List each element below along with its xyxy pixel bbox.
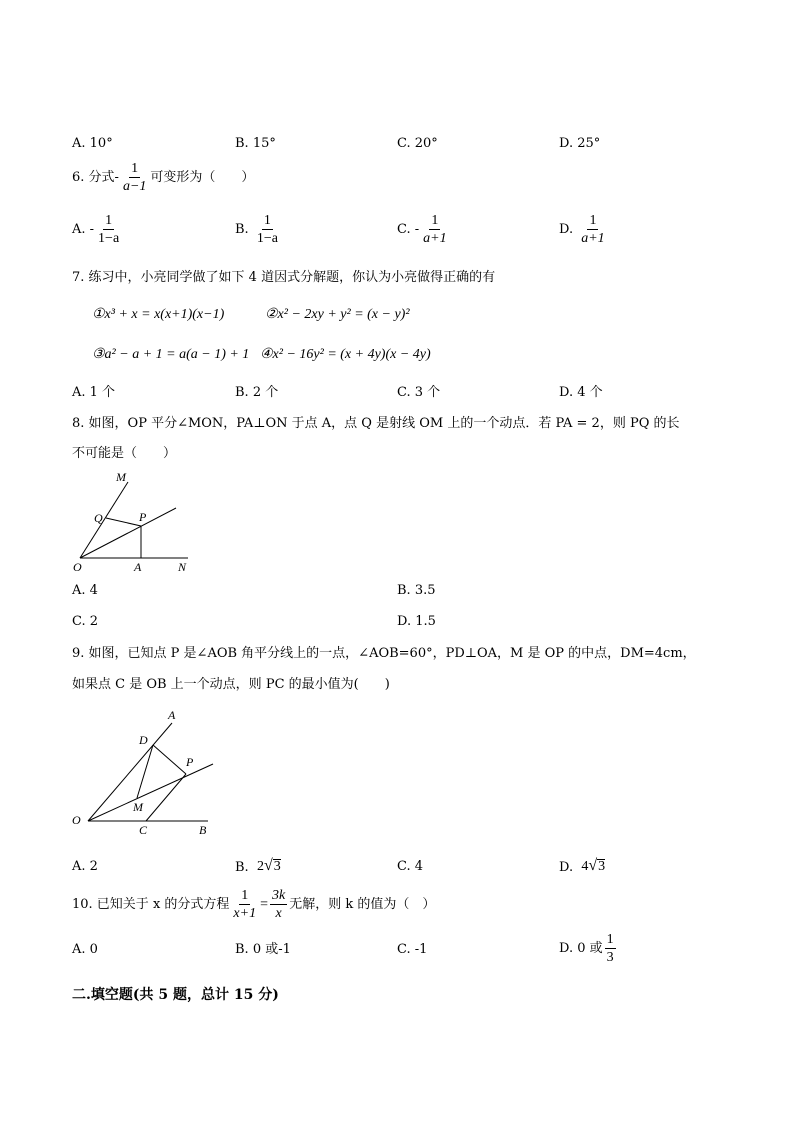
q6-frac-den: a−1 — [122, 179, 147, 195]
q6-option-b-frac — [255, 213, 280, 247]
q10-lhs-den: x+1 — [233, 906, 257, 922]
q8-option-b: B. 3.5 — [397, 583, 436, 598]
q9-option-b-radical-sign: √ — [263, 857, 273, 874]
q10-lhs-frac — [231, 888, 258, 922]
q6-stem — [72, 161, 254, 195]
q6-option-d — [559, 213, 609, 247]
q10-equals: = — [260, 896, 268, 912]
q6-option-c-den: a+1 — [423, 231, 447, 247]
q9-label-d: D — [139, 733, 148, 747]
q9-option-a: A. 2 — [72, 859, 98, 874]
q9-stem-line1: 9. 如图，已知点 P 是∠AOB 角平分线上的一点，∠AOB=60°，PD⊥OA，M 是 OP 的中点，DM=4cm， — [72, 646, 696, 661]
q6-number: 6. — [72, 170, 85, 186]
q9-option-b-radicand: 3 — [273, 859, 281, 874]
q10-suffix: 无解，则 k 的值为（ ） — [289, 897, 436, 913]
q6-option-a — [72, 213, 123, 247]
q9-segment-pd — [153, 745, 186, 774]
q9-label-p: P — [186, 755, 194, 769]
q8-option-d: D. 1.5 — [397, 614, 436, 629]
q5-option-c: C. 20° — [397, 136, 438, 151]
q9-option-d-radicand: 3 — [598, 859, 606, 874]
q6-option-b-den: 1−a — [256, 231, 278, 247]
q6-option-a-frac — [96, 213, 121, 247]
q6-option-b-label: B. — [235, 222, 249, 238]
q7-item-1: ①x³ + x = x(x+1)(x−1) — [92, 307, 225, 322]
q10-lhs-num: 1 — [239, 888, 250, 905]
q6-option-d-num: 1 — [587, 213, 598, 230]
q8-label-o: O — [73, 560, 82, 574]
q10-option-b: B. 0 或-1 — [235, 942, 291, 957]
q6-option-b — [235, 213, 282, 247]
q9-option-c: C. 4 — [397, 859, 424, 874]
q8-label-q: Q — [94, 511, 103, 525]
q10-option-d-frac — [605, 932, 616, 966]
q6-suffix: 可变形为（ ） — [150, 170, 255, 186]
q9-option-d — [559, 858, 605, 874]
q6-option-b-num: 1 — [262, 213, 273, 230]
q10-option-d-den: 3 — [606, 950, 614, 966]
q5-option-d: D. 25° — [559, 136, 601, 151]
q6-option-c-num: 1 — [429, 213, 440, 230]
section-title-fill-in: 二.填空题(共 5 题，总计 15 分) — [72, 987, 279, 1003]
q9-option-d-label: D. — [559, 860, 574, 875]
q8-option-c: C. 2 — [72, 614, 99, 629]
q6-option-c-label: C. - — [397, 222, 420, 238]
q9-option-b-coef: 2 — [256, 859, 264, 874]
q6-option-d-label: D. — [559, 222, 574, 238]
q6-frac-num: 1 — [129, 161, 140, 178]
q8-segment-pq — [106, 518, 141, 526]
q9-segment-dm — [137, 745, 153, 798]
q9-option-d-radical-sign: √ — [588, 857, 598, 874]
q9-option-b-label: B. — [235, 860, 249, 875]
q10-prefix: 10. 已知关于 x 的分式方程 — [72, 897, 230, 913]
q8-label-m: M — [116, 470, 126, 484]
q9-bisector-op — [88, 764, 213, 821]
q10-rhs-frac — [270, 888, 287, 922]
q10-option-a: A. 0 — [72, 942, 98, 957]
q5-option-b: B. 15° — [235, 136, 276, 151]
q10-stem — [72, 888, 435, 922]
q9-segment-pc — [146, 774, 186, 821]
q7-stem: 7. 练习中，小亮同学做了如下 4 道因式分解题，你认为小亮做得正确的有 — [72, 270, 496, 285]
q6-option-d-den: a+1 — [581, 231, 605, 247]
q9-label-o: O — [72, 813, 81, 827]
q8-figure — [68, 468, 198, 576]
q9-label-a: A — [168, 708, 176, 722]
q6-option-a-num: 1 — [103, 213, 114, 230]
q6-option-a-label: A. - — [72, 222, 95, 238]
q8-label-p: P — [139, 510, 147, 524]
q7-item-4: ④x² − 16y² = (x + 4y)(x − 4y) — [260, 347, 431, 362]
q6-fraction — [121, 161, 148, 195]
q6-option-d-frac — [579, 213, 606, 247]
q9-label-m: M — [133, 800, 143, 814]
q6-option-a-den: 1−a — [98, 231, 120, 247]
q10-option-d — [559, 932, 618, 966]
q7-option-b: B. 2 个 — [235, 385, 279, 400]
q9-stem-line2: 如果点 C 是 OB 上一个动点，则 PC 的最小值为( ) — [72, 677, 390, 692]
q9-ray-oa — [88, 723, 172, 821]
q10-option-d-num: 1 — [605, 932, 616, 949]
q5-option-a: A. 10° — [72, 136, 113, 151]
q9-option-b — [235, 858, 281, 874]
q7-item-2: ②x² − 2xy + y² = (x − y)² — [265, 307, 410, 322]
q8-label-n: N — [178, 560, 187, 574]
q10-option-d-label: D. 0 或 — [559, 941, 603, 957]
q9-figure — [68, 704, 218, 840]
q9-label-c: C — [139, 823, 148, 837]
q6-prefix: 分式- — [88, 170, 119, 186]
q7-item-3: ③a² − a + 1 = a(a − 1) + 1 — [92, 347, 250, 362]
q7-option-d: D. 4 个 — [559, 385, 603, 400]
q8-option-a: A. 4 — [72, 583, 98, 598]
q7-option-a: A. 1 个 — [72, 385, 116, 400]
q7-option-c: C. 3 个 — [397, 385, 441, 400]
q10-rhs-den: x — [275, 906, 282, 922]
q6-option-c — [397, 213, 451, 247]
q6-option-c-frac — [421, 213, 448, 247]
q10-option-c: C. -1 — [397, 942, 428, 957]
q9-label-b: B — [199, 823, 207, 837]
q10-rhs-num: 3k — [270, 888, 287, 905]
q8-label-a: A — [134, 560, 142, 574]
q8-ray-om — [80, 482, 128, 558]
q8-stem-line2: 不可能是（ ） — [72, 446, 177, 461]
q9-option-d-coef: 4 — [581, 859, 589, 874]
q8-stem-line1: 8. 如图，OP 平分∠MON，PA⊥ON 于点 A，点 Q 是射线 OM 上的一个动点．若 PA = 2，则 PQ 的长 — [72, 416, 680, 431]
